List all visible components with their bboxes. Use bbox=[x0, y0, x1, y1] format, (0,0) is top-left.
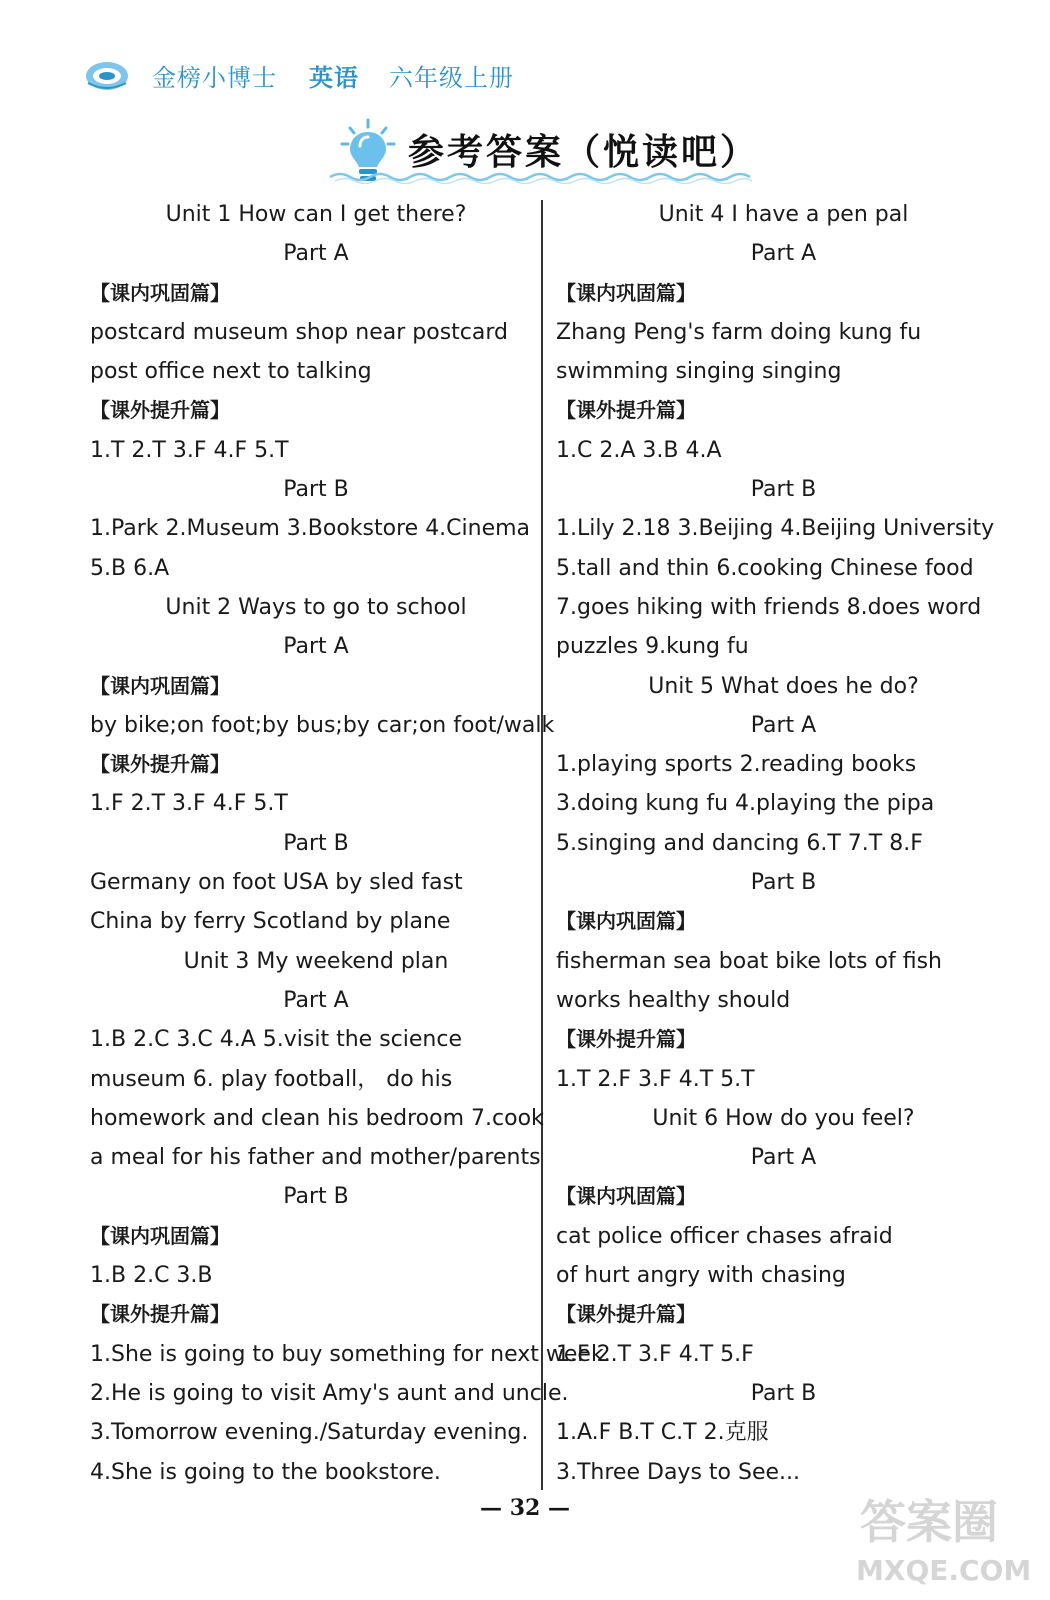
answer-line: puzzles 9.kung fu bbox=[556, 634, 749, 660]
answer-line: post office next to talking bbox=[90, 359, 372, 385]
answer-line: 4.She is going to the bookstore. bbox=[90, 1459, 441, 1485]
section-tag: 【课内巩固篇】 bbox=[90, 280, 230, 305]
watermark-logo bbox=[850, 1480, 1040, 1590]
answer-line: 1.playing sports 2.reading books bbox=[556, 752, 917, 778]
section-tag: 【课内巩固篇】 bbox=[556, 280, 696, 305]
publisher-logo-icon bbox=[84, 59, 130, 93]
answer-line: 2.He is going to visit Amy's aunt and uncle. bbox=[90, 1380, 569, 1406]
answer-line: China by ferry Scotland by plane bbox=[90, 909, 451, 935]
answer-line: 1.C 2.A 3.B 4.A bbox=[556, 437, 722, 463]
answer-line: cat police officer chases afraid bbox=[556, 1223, 893, 1249]
answer-line: 1.F 2.T 3.F 4.T 5.F bbox=[556, 1341, 754, 1367]
header-grade: 六年级上册 bbox=[389, 64, 514, 92]
unit-or-part-heading: Part B bbox=[750, 477, 817, 503]
watermark-site: MXQE.COM bbox=[856, 1554, 1032, 1587]
title-wave-decoration bbox=[0, 170, 1050, 184]
section-tag: 【课外提升篇】 bbox=[556, 398, 696, 423]
answer-line: 1.A.F B.T C.T 2.克服 bbox=[556, 1420, 769, 1446]
answer-line: Germany on foot USA by sled fast bbox=[90, 870, 463, 896]
page-header bbox=[84, 58, 514, 93]
answer-line: of hurt angry with chasing bbox=[556, 1263, 846, 1289]
unit-or-part-heading: Part A bbox=[283, 634, 349, 660]
answer-line: 1.B 2.C 3.B bbox=[90, 1263, 213, 1289]
answer-line: 1.She is going to buy something for next week. bbox=[90, 1341, 611, 1367]
unit-or-part-heading: Part A bbox=[750, 712, 817, 738]
answer-line: 5.tall and thin 6.cooking Chinese food bbox=[556, 555, 974, 581]
section-tag: 【课内巩固篇】 bbox=[556, 909, 696, 934]
answer-line: a meal for his father and mother/parents bbox=[90, 1145, 541, 1171]
page-title: 参考答案（悦读吧） bbox=[408, 132, 760, 173]
header-brand: 金榜小博士 bbox=[152, 64, 277, 92]
answer-line: works healthy should bbox=[556, 987, 791, 1013]
answer-line: swimming singing singing bbox=[556, 359, 842, 385]
unit-or-part-heading: Part B bbox=[283, 477, 349, 503]
page-number: — 32 — bbox=[480, 1495, 570, 1521]
answer-line: 3.Tomorrow evening./Saturday evening. bbox=[90, 1420, 529, 1446]
answer-line: 1.Park 2.Museum 3.Bookstore 4.Cinema bbox=[90, 516, 531, 542]
answer-line: 3.doing kung fu 4.playing the pipa bbox=[556, 791, 935, 817]
section-tag: 【课外提升篇】 bbox=[90, 752, 230, 777]
section-tag: 【课外提升篇】 bbox=[556, 1027, 696, 1052]
unit-or-part-heading: Unit 4 I have a pen pal bbox=[658, 202, 909, 227]
answer-line: 5.singing and dancing 6.T 7.T 8.F bbox=[556, 830, 923, 856]
unit-or-part-heading: Part B bbox=[750, 870, 817, 896]
answer-line: 5.B 6.A bbox=[90, 555, 170, 581]
unit-or-part-heading: Part B bbox=[283, 1184, 349, 1210]
answer-line: homework and clean his bedroom 7.cook bbox=[90, 1105, 544, 1131]
unit-or-part-heading: Part A bbox=[283, 987, 349, 1013]
answer-line: by bike;on foot;by bus;by car;on foot/walk bbox=[90, 712, 555, 738]
unit-or-part-heading: Unit 2 Ways to go to school bbox=[165, 594, 467, 620]
unit-or-part-heading: Unit 3 My weekend plan bbox=[183, 948, 449, 974]
unit-or-part-heading: Part A bbox=[750, 241, 817, 267]
unit-or-part-heading: Part A bbox=[750, 1145, 817, 1171]
right-column bbox=[556, 195, 1011, 1492]
watermark-text: 答案圈 bbox=[860, 1495, 998, 1549]
left-column bbox=[90, 195, 611, 1492]
answer-line: fisherman sea boat bike lots of fish bbox=[556, 948, 942, 974]
unit-or-part-heading: Unit 5 What does he do? bbox=[648, 673, 919, 699]
unit-or-part-heading: Unit 6 How do you feel? bbox=[652, 1105, 915, 1131]
answer-line: 1.T 2.F 3.F 4.T 5.T bbox=[556, 1066, 755, 1092]
unit-or-part-heading: Part A bbox=[283, 241, 349, 267]
unit-or-part-heading: Part B bbox=[750, 1380, 817, 1406]
section-tag: 【课外提升篇】 bbox=[90, 1302, 230, 1327]
unit-or-part-heading: Unit 1 How can I get there? bbox=[165, 202, 467, 227]
answer-line: postcard museum shop near postcard bbox=[90, 319, 508, 345]
answer-line: 1.B 2.C 3.C 4.A 5.visit the science bbox=[90, 1027, 462, 1053]
section-tag: 【课内巩固篇】 bbox=[556, 1184, 696, 1209]
answer-line: 1.Lily 2.18 3.Beijing 4.Beijing University bbox=[556, 516, 995, 542]
header-subject: 英语 bbox=[309, 64, 359, 92]
answer-line: 7.goes hiking with friends 8.does word bbox=[556, 594, 982, 620]
unit-or-part-heading: Part B bbox=[283, 830, 349, 856]
section-tag: 【课外提升篇】 bbox=[90, 398, 230, 423]
answer-line: museum 6. play football， do his bbox=[90, 1066, 453, 1092]
answer-line: 1.T 2.T 3.F 4.F 5.T bbox=[90, 437, 289, 463]
section-tag: 【课内巩固篇】 bbox=[90, 673, 230, 698]
answer-line: 1.F 2.T 3.F 4.F 5.T bbox=[90, 791, 288, 817]
answer-line: 3.Three Days to See... bbox=[556, 1459, 800, 1485]
section-tag: 【课内巩固篇】 bbox=[90, 1223, 230, 1248]
answer-line: Zhang Peng's farm doing kung fu bbox=[556, 319, 922, 345]
section-tag: 【课外提升篇】 bbox=[556, 1302, 696, 1327]
